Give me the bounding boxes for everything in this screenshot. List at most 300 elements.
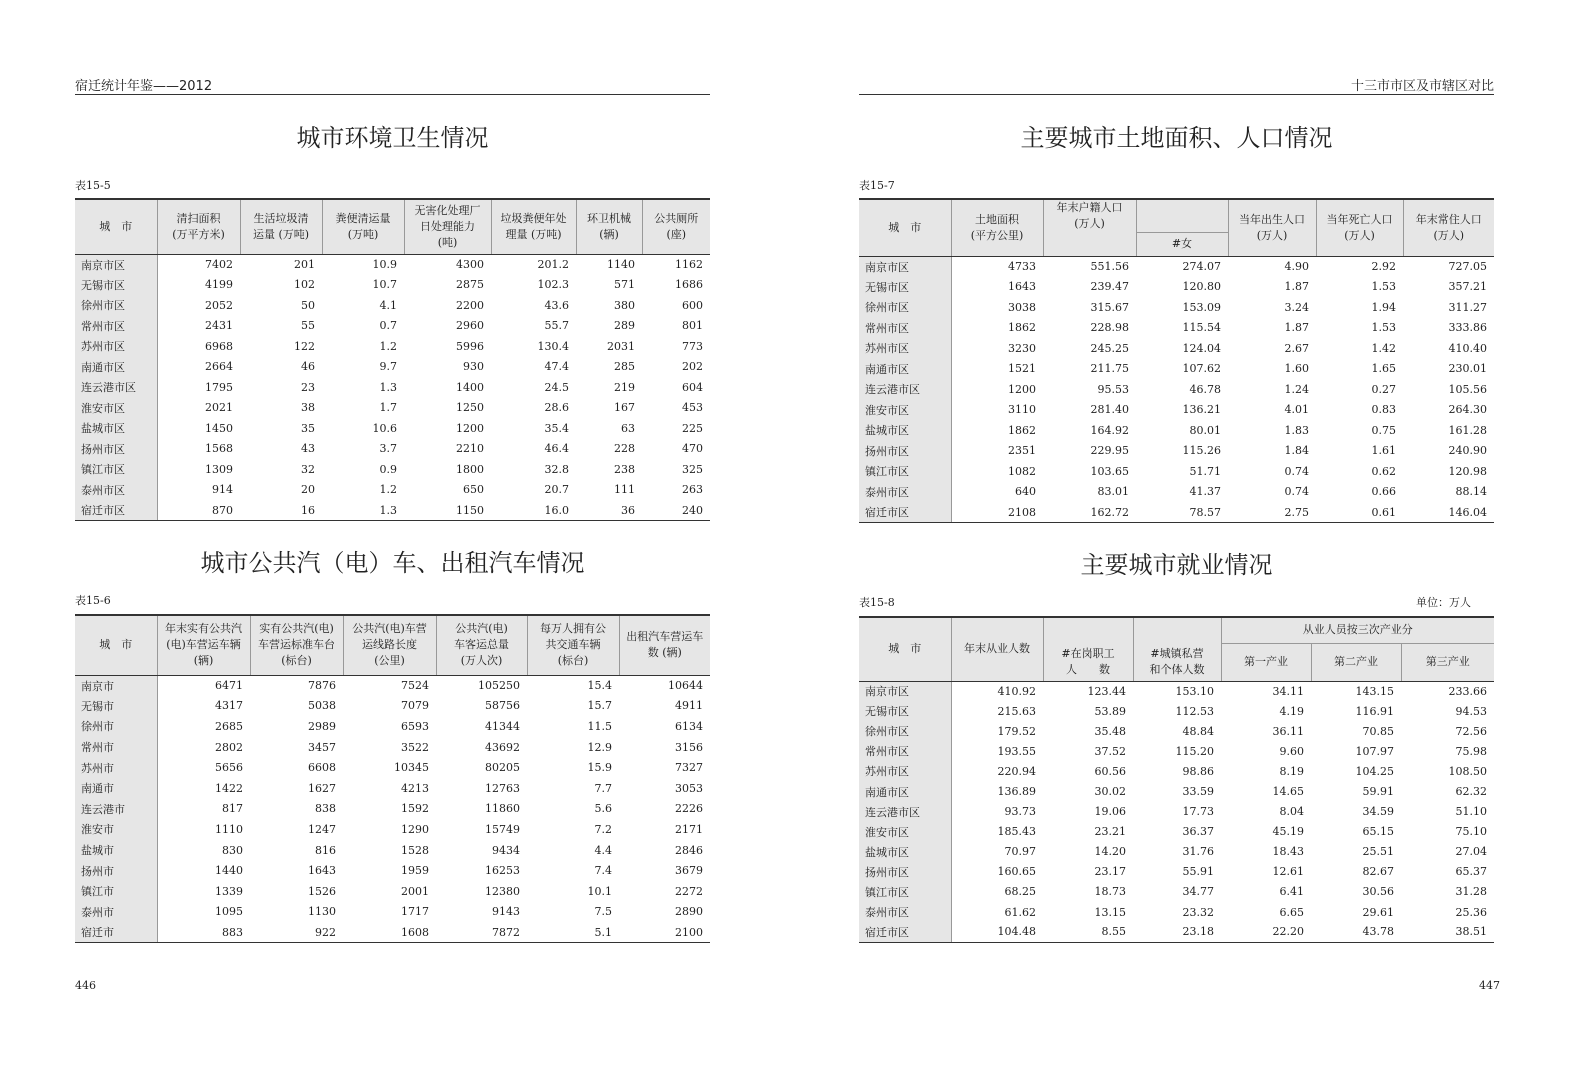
value-cell: 17.73 [1182,805,1214,819]
city-name-cell: 徐州市区 [75,295,157,316]
value-cell: 1795 [205,380,233,394]
value-cell: 2664 [205,360,233,374]
value-cell: 115.54 [1182,321,1221,335]
table-15-5-label: 表15-5 [75,179,111,192]
city-name-cell: 连云港市区 [75,377,157,398]
table-row [75,459,710,480]
table-row [859,338,1494,359]
value-cell: 105.56 [1448,382,1487,396]
value-cell: 10.1 [587,884,612,898]
table-row [75,254,710,275]
city-name-cell: 无锡市区 [859,277,951,298]
value-cell: 35 [301,421,315,435]
value-cell: 1.3 [322,500,404,521]
value-cell: 15.4 [587,679,612,693]
city-name-cell: 镇江市区 [75,459,157,480]
header-primary-industry: 第一产业 [1221,643,1311,681]
value-cell: 2960 [456,319,484,333]
value-cell: 107.62 [1182,362,1221,376]
header-blank [1043,617,1133,643]
value-cell: 930 [463,360,484,374]
value-cell: 228.98 [1090,321,1129,335]
table-row [75,357,710,378]
value-cell: 16253 [485,864,520,878]
value-cell: 88.14 [1455,485,1487,499]
value-cell: 34.11 [1272,684,1304,698]
value-cell: 4911 [675,699,703,713]
value-cell: 41344 [485,719,520,733]
table-row [75,675,710,696]
value-cell: 43692 [485,740,520,754]
table-row [859,420,1494,441]
value-cell: 7327 [675,761,703,775]
city-name-cell: 盐城市 [75,840,157,861]
value-cell: 2272 [675,884,703,898]
value-cell: 281.40 [1090,403,1129,417]
value-cell: 2108 [951,502,1043,523]
value-cell: 50 [301,298,315,312]
value-cell: 1.3 [379,380,397,394]
value-cell: 6593 [401,719,429,733]
city-name-cell: 盐城市区 [859,842,951,862]
value-cell: 6134 [675,719,703,733]
value-cell: 143.15 [1355,684,1394,698]
column-header: 每万人拥有公 共交通车辆 (标台) [527,615,619,675]
city-name-cell: 镇江市区 [859,461,951,482]
table-row [859,461,1494,482]
header-blank [1136,199,1228,232]
table-15-8-label: 表15-8 [859,596,895,609]
value-cell: 18.43 [1272,845,1304,859]
table-15-5-title: 城市环境卫生情况 [296,124,489,152]
column-header: 城 市 [75,615,157,675]
table-row [859,701,1494,721]
value-cell: 7.4 [594,864,612,878]
value-cell: 201 [294,258,315,271]
city-name-cell: 常州市区 [859,318,951,339]
value-cell: 1309 [205,462,233,476]
value-cell: 333.86 [1448,321,1487,335]
value-cell: 83.01 [1097,485,1129,499]
value-cell: 130.4 [537,339,569,353]
header-hukou-population: 年末户籍人口 (万人) [1043,199,1136,232]
value-cell: 2846 [675,843,703,857]
value-cell: 167 [614,401,635,415]
value-cell: 245.25 [1090,341,1129,355]
value-cell: 48.84 [1182,724,1214,738]
value-cell: 1862 [1008,423,1036,437]
value-cell: 7876 [308,679,336,693]
city-name-cell: 无锡市区 [75,275,157,296]
value-cell: 9.7 [379,360,397,374]
value-cell: 410.92 [997,684,1036,698]
value-cell: 600 [682,298,703,312]
value-cell: 115.20 [1175,744,1214,758]
table-15-6-label: 表15-6 [75,594,111,607]
value-cell: 115.26 [1182,444,1221,458]
value-cell: 43 [301,442,315,456]
value-cell: 4300 [456,258,484,271]
value-cell: 240 [642,500,710,521]
value-cell: 1.87 [1284,321,1309,335]
city-name-cell: 连云港市 [75,799,157,820]
value-cell: 1150 [404,500,491,521]
value-cell: 25.36 [1455,905,1488,919]
header-deaths: 当年死亡人口 (万人) [1316,199,1403,256]
header-rule [75,94,710,95]
value-cell: 2685 [215,719,243,733]
value-cell: 4.1 [379,298,397,312]
value-cell: 801 [682,319,703,333]
value-cell: 116.91 [1355,704,1394,718]
column-header: 清扫面积 (万平方米) [157,199,240,254]
value-cell: 8.04 [1279,805,1304,819]
column-header: 公共汽(电)车营 运线路长度 (公里) [343,615,436,675]
value-cell: 4199 [205,278,233,292]
value-cell: 240.90 [1448,444,1487,458]
value-cell: 7.5 [594,905,612,919]
value-cell: 80.01 [1189,423,1221,437]
value-cell: 9.60 [1279,744,1304,758]
value-cell: 19.06 [1094,805,1126,819]
table-row [75,840,710,861]
value-cell: 7524 [401,679,429,693]
city-name-cell: 淮安市 [75,819,157,840]
value-cell: 16.0 [491,500,576,521]
value-cell: 63 [621,421,635,435]
table-row [859,359,1494,380]
table-row [859,781,1494,801]
table-row [859,502,1494,523]
value-cell: 2890 [675,905,703,919]
value-cell: 10644 [668,679,703,693]
value-cell: 1.65 [1371,362,1396,376]
city-name-cell: 镇江市 [75,881,157,902]
table-row [859,441,1494,462]
value-cell: 10.6 [372,421,397,435]
value-cell: 1.53 [1371,280,1396,294]
value-cell: 4733 [1008,260,1036,273]
city-name-cell: 泰州市 [75,902,157,923]
value-cell: 225 [682,421,703,435]
table-row [859,761,1494,781]
table-row [75,398,710,419]
column-header: 无害化处理厂 日处理能力 (吨) [404,199,491,254]
value-cell: 1.87 [1284,280,1309,294]
city-name-cell: 镇江市区 [859,882,951,902]
table-row [859,902,1494,922]
city-name-cell: 无锡市区 [859,701,951,721]
value-cell: 72.56 [1455,724,1488,738]
value-cell: 2100 [619,922,710,943]
city-name-cell: 淮安市区 [75,398,157,419]
value-cell: 6968 [205,339,233,353]
value-cell: 3156 [675,740,703,754]
value-cell: 1.53 [1371,321,1396,335]
value-cell: 36.11 [1272,724,1304,738]
city-name-cell: 南京市 [75,675,157,696]
value-cell: 640 [1015,485,1036,499]
value-cell: 201.2 [537,258,569,271]
value-cell: 38 [301,401,315,415]
value-cell: 1643 [308,864,336,878]
value-cell: 30.56 [1362,885,1394,899]
value-cell: 0.9 [379,462,397,476]
value-cell: 0.74 [1284,485,1309,499]
value-cell: 2.67 [1284,341,1309,355]
value-cell: 2989 [308,719,336,733]
value-cell: 68.25 [1004,885,1036,899]
value-cell: 1.60 [1284,362,1309,376]
value-cell: 8.55 [1043,922,1133,942]
value-cell: 315.67 [1090,300,1129,314]
value-cell: 12.9 [587,740,612,754]
value-cell: 8.19 [1279,764,1304,778]
value-cell: 1.7 [379,401,397,415]
value-cell: 6471 [215,679,243,693]
value-cell: 229.95 [1090,444,1129,458]
city-name-cell: 宿迁市区 [859,502,951,523]
table-row [75,439,710,460]
value-cell: 1643 [1008,280,1036,294]
value-cell: 146.04 [1403,502,1494,523]
city-name-cell: 常州市区 [859,741,951,761]
table-row [75,799,710,820]
value-cell: 6.65 [1279,905,1304,919]
value-cell: 1162 [675,258,703,271]
value-cell: 103.65 [1090,464,1129,478]
table-row [75,500,710,521]
value-cell: 1082 [1008,464,1036,478]
value-cell: 1568 [205,442,233,456]
value-cell: 38.51 [1401,922,1494,942]
value-cell: 230.01 [1448,362,1487,376]
value-cell: 120.80 [1182,280,1221,294]
value-cell: 3457 [308,740,336,754]
value-cell: 219 [614,380,635,394]
value-cell: 65.37 [1455,865,1488,879]
city-name-cell: 无锡市 [75,696,157,717]
header-land-area: 土地面积 (平方公里) [951,199,1043,256]
value-cell: 5.1 [527,922,619,943]
value-cell: 2.75 [1228,502,1316,523]
city-name-cell: 南通市区 [859,359,951,380]
value-cell: 4.01 [1284,403,1309,417]
value-cell: 108.50 [1448,764,1488,778]
value-cell: 136.89 [997,785,1036,799]
value-cell: 2226 [675,802,703,816]
value-cell: 325 [682,462,703,476]
city-name-cell: 南通市 [75,778,157,799]
value-cell: 18.73 [1094,885,1126,899]
city-name-cell: 淮安市区 [859,400,951,421]
value-cell: 20 [301,483,315,497]
value-cell: 37.52 [1094,744,1126,758]
value-cell: 75.10 [1455,825,1488,839]
value-cell: 12.61 [1272,865,1304,879]
value-cell: 2875 [456,278,484,292]
value-cell: 233.66 [1448,684,1488,698]
value-cell: 1.2 [379,483,397,497]
value-cell: 82.67 [1362,865,1394,879]
value-cell: 65.15 [1362,825,1394,839]
value-cell: 1.84 [1284,444,1309,458]
value-cell: 160.65 [997,865,1036,879]
value-cell: 3.24 [1284,300,1309,314]
value-cell: 1200 [1008,382,1036,396]
value-cell: 0.66 [1371,485,1396,499]
column-header: 实有公共汽(电) 车营运标准车台 (标台) [250,615,343,675]
column-header: 公共汽(电) 车客运总量 (万人次) [436,615,527,675]
value-cell: 12763 [485,781,520,795]
value-cell: 35.4 [544,421,569,435]
header-secondary-industry: 第二产业 [1311,643,1401,681]
value-cell: 22.20 [1221,922,1311,942]
value-cell: 55 [301,319,315,333]
value-cell: 104.48 [951,922,1043,942]
value-cell: 136.21 [1182,403,1221,417]
table-row [75,716,710,737]
value-cell: 1.94 [1371,300,1396,314]
running-head: 宿迁统计年鉴——2012 [75,79,213,94]
value-cell: 53.89 [1094,704,1126,718]
value-cell: 604 [682,380,703,394]
value-cell: 1130 [308,905,336,919]
column-header: 出租汽车营运车 数 (辆) [619,615,710,675]
value-cell: 1528 [401,843,429,857]
value-cell: 380 [614,298,635,312]
value-cell: 24.5 [544,380,569,394]
value-cell: 95.53 [1097,382,1129,396]
value-cell: 94.53 [1455,704,1488,718]
value-cell: 70.85 [1362,724,1394,738]
value-cell: 1200 [456,421,484,435]
value-cell: 153.09 [1182,300,1221,314]
value-cell: 2210 [456,442,484,456]
value-cell: 838 [315,802,336,816]
header-tertiary-industry: 第三产业 [1401,643,1494,681]
city-name-cell: 盐城市区 [75,418,157,439]
header-resident-population: 年末常住人口 (万人) [1403,199,1494,256]
table-15-7-label: 表15-7 [859,179,895,192]
header-private-individual: #城镇私营 和个体人数 [1133,643,1221,681]
value-cell: 36.37 [1182,825,1214,839]
value-cell: 13.15 [1094,905,1126,919]
table-row [75,377,710,398]
city-name-cell: 苏州市区 [859,761,951,781]
value-cell: 215.63 [997,704,1036,718]
table-15-7 [859,198,1494,523]
value-cell: 55.91 [1182,865,1214,879]
column-header: 粪便清运量 (万吨) [322,199,404,254]
value-cell: 2052 [205,298,233,312]
table-row [75,922,710,943]
value-cell: 1800 [456,462,484,476]
value-cell: 15.9 [587,761,612,775]
value-cell: 47.4 [544,360,569,374]
header-births: 当年出生人口 (万人) [1228,199,1316,256]
left-page [0,0,793,1077]
value-cell: 43.6 [544,298,569,312]
value-cell: 161.28 [1448,423,1487,437]
value-cell: 1608 [343,922,436,943]
value-cell: 9434 [492,843,520,857]
city-name-cell: 徐州市区 [859,721,951,741]
city-name-cell: 盐城市区 [859,420,951,441]
value-cell: 2431 [205,319,233,333]
table-row [859,400,1494,421]
value-cell: 7079 [401,699,429,713]
value-cell: 1422 [215,781,243,795]
value-cell: 1095 [215,905,243,919]
value-cell: 2031 [607,339,635,353]
city-name-cell: 泰州市区 [859,482,951,503]
value-cell: 5656 [215,761,243,775]
table-15-6 [75,614,710,943]
value-cell: 34.77 [1182,885,1214,899]
value-cell: 285 [614,360,635,374]
header-by-industry: 从业人员按三次产业分 [1221,617,1494,643]
value-cell: 2802 [215,740,243,754]
value-cell: 102.3 [537,278,569,292]
table-row [859,922,1494,942]
value-cell: 0.27 [1371,382,1396,396]
table-row [75,275,710,296]
value-cell: 650 [463,483,484,497]
value-cell: 5.6 [594,802,612,816]
table-row [75,757,710,778]
value-cell: 3110 [1008,403,1036,417]
value-cell: 2171 [675,822,703,836]
city-name-cell: 扬州市 [75,860,157,881]
value-cell: 0.61 [1316,502,1403,523]
value-cell: 14.65 [1272,785,1304,799]
column-header: 生活垃圾清 运量 (万吨) [240,199,322,254]
value-cell: 20.7 [544,483,569,497]
value-cell: 220.94 [997,764,1036,778]
city-name-cell: 南京市区 [75,254,157,275]
value-cell: 30.02 [1094,785,1126,799]
value-cell: 70.97 [1004,845,1036,859]
value-cell: 120.98 [1448,464,1487,478]
value-cell: 228 [614,442,635,456]
value-cell: 727.05 [1448,260,1487,273]
value-cell: 10.7 [372,278,397,292]
value-cell: 111 [614,483,635,497]
value-cell: 14.20 [1094,845,1126,859]
table-row [859,297,1494,318]
value-cell: 32 [301,462,315,476]
value-cell: 5038 [308,699,336,713]
header-employed: 年末从业人数 [951,617,1043,681]
value-cell: 31.28 [1455,885,1488,899]
value-cell: 193.55 [997,744,1036,758]
header-on-post-staff: #在岗职工 人 数 [1043,643,1133,681]
table-row [75,902,710,923]
value-cell: 4317 [215,699,243,713]
table-row [75,737,710,758]
table-row [75,316,710,337]
table-15-8 [859,616,1494,943]
value-cell: 78.57 [1136,502,1228,523]
value-cell: 211.75 [1090,362,1129,376]
table-15-6-title: 城市公共汽（电）车、出租汽车情况 [200,549,585,577]
value-cell: 102 [294,278,315,292]
value-cell: 0.74 [1284,464,1309,478]
value-cell: 3038 [1008,300,1036,314]
value-cell: 1339 [215,884,243,898]
value-cell: 105250 [478,679,520,693]
